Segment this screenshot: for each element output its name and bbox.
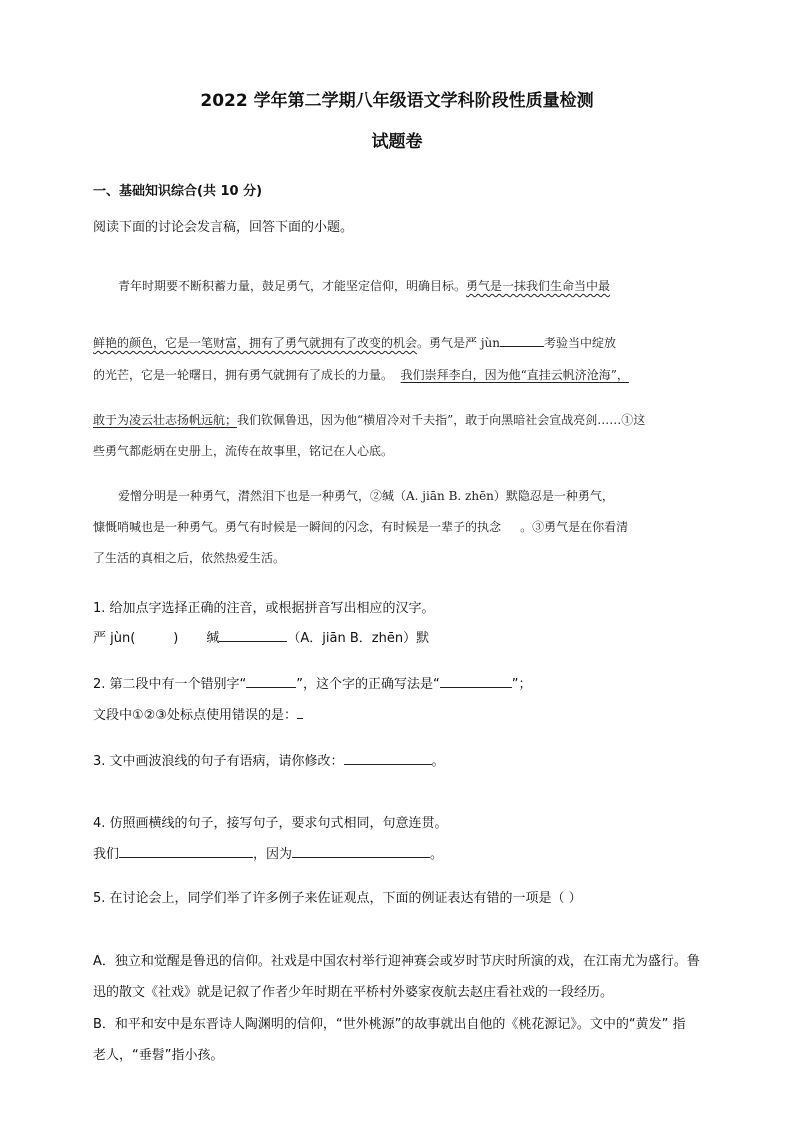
q2-text: ”，这个字的正确写法是“ — [296, 677, 440, 692]
question-1-items — [93, 627, 429, 646]
q3-text: 。 — [431, 754, 445, 769]
q1-item-text: （A．jiān B．zhēn）默 — [287, 631, 430, 646]
question-4-answer — [93, 843, 443, 862]
passage-text: 。③勇气是在你看清 — [520, 520, 629, 534]
passage-text: 青年时期要不断积蓄力量，鼓足勇气，才能坚定信仰，明确目标。 — [118, 279, 467, 293]
answer-blank[interactable] — [246, 675, 296, 688]
passage-line — [93, 411, 645, 428]
q4-text: 。 — [430, 847, 444, 862]
question-2-part-b — [93, 704, 303, 723]
passage-line: 些勇气都彪炳在史册上，流传在故事里，铭记在人心底。 — [93, 444, 394, 458]
question-4: 4. 仿照画横线的句子，接写句子，要求句式相同，句意连贯。 — [93, 816, 448, 831]
option-a-line-2: 迅的散文《社戏》就是记叙了作者少年时期在平桥村外婆家夜航去赵庄看社戏的一段经历。 — [93, 985, 614, 1000]
underlined-sentence: 我们崇拜李白，因为他“直挂云帆济沧海”， — [400, 368, 629, 382]
passage-text: 。勇气是严 jùn — [417, 336, 501, 350]
q3-text: 3. 文中画波浪线的句子有语病，请你修改： — [93, 754, 344, 769]
answer-blank[interactable] — [344, 752, 432, 765]
wavy-underlined-sentence: 勇气是一抹我们生命当中最 — [466, 279, 611, 293]
passage-line — [93, 366, 629, 383]
passage-text: 的光芒，它是一轮曙日，拥有勇气就拥有了成长的力量。 — [93, 368, 394, 382]
passage-text: 慷慨哨喊也是一种勇气。勇气有时候是一瞬间的闪念，有时候是一辈子的执念 — [93, 520, 502, 534]
answer-blank[interactable] — [292, 845, 430, 858]
option-b-line-1: B．和平和安中是东晋诗人陶渊明的信仰，“世外桃源”的故事就出自他的《桃花源记》。文中的“黄发” 指 — [93, 1017, 686, 1032]
q1-item-text: 严 jùn( — [93, 631, 136, 646]
answer-blank[interactable] — [119, 845, 253, 858]
answer-blank[interactable] — [219, 629, 287, 642]
q2-text: ”； — [511, 677, 532, 692]
q1-item-text: 缄 — [206, 631, 220, 646]
q2-text: 2. 第二段中有一个错别字“ — [93, 677, 247, 692]
q2-text: 文段中①②③处标点使用错误的是： — [93, 708, 297, 723]
passage-text: 考验当中绽放 — [544, 336, 617, 350]
passage-line — [118, 277, 610, 294]
exam-subtitle: 试题卷 — [371, 132, 423, 152]
section-instruction: 阅读下面的讨论会发言稿，回答下面的小题。 — [93, 220, 354, 235]
underlined-sentence: 敢于为凌云壮志扬帆远航； — [93, 413, 238, 427]
question-5: 5. 在讨论会上，同学们举了许多例子来佐证观点，下面的例证表达有错的一项是（ ） — [93, 891, 582, 906]
passage-text: ，②缄（A. jiān B. zhēn）默隐忍是一种勇气， — [358, 489, 614, 503]
q4-text: 我们 — [93, 847, 120, 862]
wavy-underlined-sentence: 鲜艳的颜色，它是一笔财富，拥有了勇气就拥有了改变的机会 — [93, 336, 418, 350]
q1-item-text: ) — [173, 631, 179, 646]
answer-blank — [500, 334, 544, 347]
passage-line — [93, 518, 628, 535]
question-3 — [93, 750, 445, 769]
section-heading: 一、基础知识综合(共 10 分) — [93, 184, 263, 199]
exam-title: 2022 学年第二学期八年级语文学科阶段性质量检测 — [200, 91, 594, 111]
answer-blank[interactable] — [440, 675, 512, 688]
passage-text: 爱憎分明是一种勇气，潸然泪下也是一种勇气 — [118, 489, 359, 503]
passage-line: 了生活的真相之后，依然热爱生活。 — [93, 551, 286, 565]
q4-text: ，因为 — [253, 847, 293, 862]
passage-text: 我们钦佩鲁迅，因为他“横眉冷对千夫指”，敢于向黑暗社会宣战亮剑……①这 — [237, 413, 646, 427]
option-b-line-2: 老人，“垂髫”指小孩。 — [93, 1048, 224, 1063]
answer-blank[interactable] — [297, 706, 303, 719]
option-a-line-1: A．独立和觉醒是鲁迅的信仰。社戏是中国农村举行迎神赛会或岁时节庆时所演的戏，在江南尤为盛行。鲁 — [93, 954, 700, 969]
question-1: 1. 给加点字选择正确的注音，或根据拼音写出相应的汉字。 — [93, 601, 435, 616]
passage-line — [118, 487, 614, 504]
passage-line — [93, 334, 616, 351]
question-2 — [93, 673, 532, 692]
